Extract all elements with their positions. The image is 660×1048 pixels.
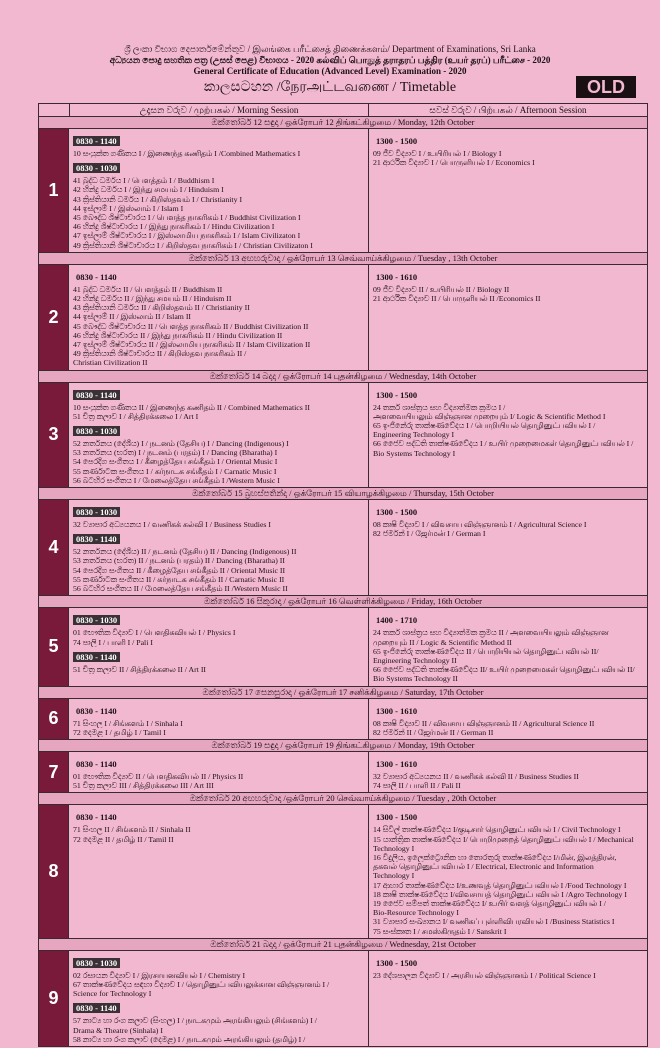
subject-line: 53 නර්තනය (භරත) I / நடனம் (பரதம்) I / Dancing (Bharatha) I bbox=[73, 448, 278, 458]
time-slot: 1300 - 1610 bbox=[376, 271, 418, 282]
day-date-bar: ඔක්තෝබර් 20 අඟහරුවාදා /ஒக்ரோபர் 20 செவ்வாய்க்கிழமை / Tuesday , 20th October bbox=[39, 793, 647, 805]
time-slot: 0830 - 1140 bbox=[73, 534, 120, 544]
day-number: 2 bbox=[39, 265, 69, 370]
subject-line: Technology I bbox=[373, 871, 415, 881]
day-number: 1 bbox=[39, 129, 69, 252]
day-date-bar: ඔක්තෝබර් 13 අඟහරුවාදා / ஒக்ரோபர் 13 செவ்வாய்க்கிழமை / Tuesday , 13th October bbox=[39, 253, 647, 265]
day-number: 7 bbox=[39, 752, 69, 792]
morning-cell bbox=[69, 265, 369, 370]
day-number: 6 bbox=[39, 699, 69, 739]
day-block bbox=[38, 253, 648, 371]
time-slot: 0830 - 1030 bbox=[73, 958, 120, 968]
day-block bbox=[38, 939, 648, 1047]
afternoon-session-label: සවස් වරුව / பிற்பகல் / Afternoon Session bbox=[429, 105, 587, 115]
subject-line: 74 පාලි II / பாளி II / Pali II bbox=[373, 781, 461, 791]
subject-line: Technology I bbox=[373, 843, 415, 853]
day-number: 3 bbox=[39, 383, 69, 487]
subject-line: 49 ක්‍රිස්තියානි ශිෂ්ටාචාරය II / கிறிஸ்தவ நாகரிகம் II / bbox=[73, 349, 247, 359]
subject-line: 71 සිංහල I / சிங்களம் I / Sinhala I bbox=[73, 718, 183, 728]
subject-line: 32 ව්‍යාපාර අධ්‍යයනය I / வணிகக் கல்வி I / Business Studies I bbox=[73, 520, 272, 530]
subject-line: 65 ඉංජිනේරු තාක්ෂණවේදය I / பொறியியல் தொழினுட்பவியல் I / bbox=[373, 421, 596, 431]
day-date-bar: ඔක්තෝබර් 19 සඳුදා / ஒக்ரோபர் 19 திங்கட்கிழமை / Monday, 19th October bbox=[39, 740, 647, 752]
old-badge: OLD bbox=[576, 76, 636, 98]
subject-line: 43 ක්‍රිස්තියානි ධර්මය I / கிறிஸ்தவம் I / Christianity I bbox=[73, 194, 243, 204]
subject-line: 67 තාක්ෂණවේදය සඳහා විද්‍යාව I / தொழினுட்பவியலுக்கான விஞ்ஞானம் I / bbox=[73, 979, 330, 989]
subject-line: 16 විදුලිය, ඉලෙක්ට්‍රොනික හා තොරතුරු තාක්ෂණවේදය I/மின், இலத்திரன், bbox=[373, 852, 617, 862]
time-slot: 0830 - 1140 bbox=[73, 136, 120, 146]
day-number: 8 bbox=[39, 805, 69, 937]
time-slot: 0830 - 1140 bbox=[73, 652, 120, 662]
morning-session-label: උදෑසන වරුව / முற்பகல் / Morning Session bbox=[69, 104, 369, 116]
subject-line: 14 සිවිල් තාක්ෂණවේදය I/குடிசார் தொழினுட்பவியல் I / Civil Technology I bbox=[373, 825, 621, 835]
time-slot: 1300 - 1500 bbox=[376, 957, 418, 968]
day-row bbox=[39, 383, 647, 487]
subject-line: 49 ක්‍රිස්තියානි ශිෂ්ටාචාරය I / கிறிஸ்தவ நாகரிகம் I / Christian Civilizaton I bbox=[73, 240, 313, 250]
day-block bbox=[38, 117, 648, 253]
time-slot: 1300 - 1500 bbox=[376, 136, 418, 146]
time-slot: 0830 - 1030 bbox=[73, 615, 120, 625]
subject-line: Bio Systems Technology I bbox=[373, 448, 456, 458]
header bbox=[90, 44, 570, 97]
subject-line: 72 දෙමළ I / தமிழ் I / Tamil I bbox=[73, 727, 166, 737]
subject-line: 46 හින්දු ශිෂ්ටාචාරය II / இந்து நாகரிகம் II / Hindu Civilization II bbox=[73, 330, 283, 340]
subject-line: 09 ජීව විද්‍යාව II / உயிரியல் II / Biology II bbox=[373, 284, 510, 294]
exam-title-local: අධ්‍යයන පොදු සහතික පත්‍ර (උසස් පෙළ) විභාගය - 2020 கல்விப் பொதுத் தராதரப் பத்திர (உயர் தரப்) பரீட்சை - 2020 bbox=[109, 55, 551, 65]
subject-line: 18 කෘෂි තාක්ෂණවේදය I/விவசாயத் தொழினுட்பவியல் I /Agro Technology I bbox=[373, 889, 627, 899]
day-row bbox=[39, 699, 647, 739]
subject-line: 45 බෞද්ධ ශිෂ්ටාචාරය I / பௌத்த நாகரிகம் I / Buddhist Civilization I bbox=[73, 213, 301, 223]
time-slot: 0830 - 1030 bbox=[73, 163, 120, 173]
day-list bbox=[38, 117, 648, 1047]
subject-line: 42 හින්දු ධර්මය II / இந்து சமயம் II / Hinduism II bbox=[73, 294, 232, 304]
subject-line: 10 සංයුක්ත ගණිතය II / இணைந்த கணிதம் II / Combined Mathematics II bbox=[73, 402, 310, 412]
day-row bbox=[39, 129, 647, 252]
subject-line: 01 භෞතික විද්‍යාව I / பௌதிகவியல் I / Physics I bbox=[73, 628, 236, 638]
exam-title-english: General Certificate of Education (Advanced Level) Examination - 2020 bbox=[193, 66, 467, 76]
subject-line: முறையும் II / Logic & Scientific Method II bbox=[373, 637, 512, 647]
subject-line: 55 කර්ණාටක සංගීතය II / கர்நாடக சங்கீதம் II / Carnatic Music II bbox=[73, 574, 285, 584]
timetable-grid bbox=[38, 103, 648, 1047]
subject-line: 71 සිංහල II / சிங்களம் II / Sinhala II bbox=[73, 825, 191, 835]
morning-cell bbox=[69, 608, 369, 685]
subject-line: 08 කෘෂි විද්‍යාව I / விவசாய விஞ்ஞானம் I / Agricultural Science I bbox=[373, 520, 587, 530]
subject-line: Engineering Technology II bbox=[373, 655, 457, 665]
morning-cell bbox=[69, 805, 369, 937]
subject-line: 82 ජර්මන් II / ஜேர்மன் II / German II bbox=[373, 727, 494, 737]
department-line: ශ්‍රී ලංකා විභාග දෙපාර්තමේන්තුව / இலங்கை பரீட்சைத் திணைக்களம்/ Department of Examinations, Sri Lanka bbox=[124, 44, 536, 54]
day-number: 5 bbox=[39, 608, 69, 685]
subject-line: 21 ආර්ථික විද්‍යාව II / பொருளியல் II /Economics II bbox=[373, 294, 541, 304]
time-slot: 0830 - 1140 bbox=[76, 271, 117, 282]
subject-line: 10 සංයුක්ත ගණිතය I / இணைந்த கணிதம் I /Combined Mathematics I bbox=[73, 149, 301, 158]
day-block bbox=[38, 740, 648, 793]
subject-line: 42 හින්දු ධර්මය I / இந்து சமயம் I / Hinduism I bbox=[73, 185, 224, 195]
time-slot: 0830 - 1030 bbox=[73, 426, 120, 436]
subject-line: 54 පෙරදිග සංගීතය II / கீழைத்தேய சங்கீதம் II / Oriental Music II bbox=[73, 565, 286, 575]
subject-line: 43 ක්‍රිස්තියානි ධර්මය II / கிறிஸ்தவம் II / Christianity II bbox=[73, 303, 250, 313]
subject-line: 66 ජෛව පද්ධති තාක්ෂණවේදය I / உயிர் முறைமைகள் தொழினுட்பவியல் I / bbox=[373, 439, 634, 449]
subject-line: 57 නාට්‍ය හා රංග කලාව (සිංහල) I / நாடகமும் அரங்கியலும் (சிங்களம்) I / bbox=[73, 1016, 317, 1026]
afternoon-cell bbox=[369, 500, 647, 595]
subject-line: 52 නර්තනය (දේශීය) II / நடனம் (தேசிய) II / Dancing (Indigenous) II bbox=[73, 547, 297, 557]
afternoon-cell bbox=[369, 608, 647, 685]
subject-line: 58 නාට්‍ය හා රංග කලාව (දෙමළ) I / நாடகமும் அரங்கியலும் (தமிழ்) I / bbox=[73, 1034, 306, 1044]
subject-line: 08 කෘෂි විද්‍යාව II / விவசாய விஞ்ஞானம் II / Agricultural Science II bbox=[373, 718, 595, 728]
subject-line: 02 රසායන විද්‍යාව I / இரசாயனவியல் I / Chemistry I bbox=[73, 970, 246, 980]
day-row bbox=[39, 500, 647, 595]
day-date-bar: ඔක්තෝබර් 14 බදාදා / ஒக்ரோபர் 14 புதன்கிழமை / Wednesday, 14th October bbox=[39, 371, 647, 383]
subject-line: Science for Technology I bbox=[73, 989, 152, 999]
day-block bbox=[38, 793, 648, 938]
subject-line: 56 බටහිර සංගීතය II / மேலைத்தேய சங்கீதம் II /Western Music II bbox=[73, 584, 288, 594]
subject-line: 72 දෙමළ II / தமிழ் II / Tamil II bbox=[73, 834, 174, 844]
day-date-bar: ඔක්තෝබර් 12 සඳුදා / ஒக்ரோபர் 12 திங்கட்கிழமை / Monday, 12th October bbox=[39, 117, 647, 129]
subject-line: 44 ඉස්ලාම් I / இஸ்லாம் I / Islam I bbox=[73, 203, 184, 213]
subject-line: 23 දේශපාලන විද්‍යාව I / அரசியல் விஞ்ஞானம் I / Political Science I bbox=[373, 970, 596, 980]
subject-line: Engineering Technology I bbox=[373, 430, 455, 440]
timetable-title: කාලසටහන /நேரஅட்டவணை / Timetable bbox=[203, 80, 457, 95]
subject-line: 31 ව්‍යාපාර සංඛ්‍යානය I/ வணிகப் புள்ளிவிபரவியல் I /Business Statistics I bbox=[373, 917, 615, 927]
subject-line: 74 පාලි I / பாளி I / Pali I bbox=[73, 637, 153, 647]
morning-cell bbox=[69, 699, 369, 739]
afternoon-cell bbox=[369, 752, 647, 792]
time-slot: 0830 - 1140 bbox=[76, 758, 117, 769]
morning-cell bbox=[69, 129, 369, 252]
time-slot: 1300 - 1500 bbox=[376, 812, 418, 823]
time-slot: 1300 - 1500 bbox=[376, 389, 418, 400]
subject-line: 55 කර්ණාටක සංගීතය I / கர்நாடக சங்கீதம் I / Carnatic Music I bbox=[73, 466, 277, 476]
subject-line: 41 බුද්ධ ධර්මය II / பௌத்தம் II / Buddhism II bbox=[73, 284, 223, 294]
subject-line: 44 ඉස්ලාම් II / இஸ்லாம் II / Islam II bbox=[73, 312, 192, 322]
subject-line: 19 ජෛව සම්පත් තාක්ෂණවේදය I/ உயிர் வளத் தொழினுட்பவியல் I / bbox=[373, 898, 606, 908]
subject-line: அளவையியலும் விஞ்ஞான முறையும் I/ Logic & Scientific Method I bbox=[373, 411, 606, 421]
time-slot: 1300 - 1610 bbox=[376, 705, 418, 716]
afternoon-cell bbox=[369, 951, 647, 1046]
subject-line: 47 ඉස්ලාම් ශිෂ්ටාචාරය I / இஸ்லாமிய நாகரிகம் I / Islam Civilizaton I bbox=[73, 231, 301, 241]
subject-line: Bio Systems Technology II bbox=[373, 674, 458, 684]
subject-line: Christian Civilization II bbox=[73, 358, 148, 368]
day-block bbox=[38, 687, 648, 740]
subject-line: Bio-Resource Technology I bbox=[373, 908, 459, 918]
day-row bbox=[39, 951, 647, 1046]
subject-line: 82 ජර්මන් I / ஜேர்மன் I / German I bbox=[373, 529, 486, 539]
session-header bbox=[38, 103, 648, 117]
morning-cell bbox=[69, 951, 369, 1046]
subject-line: 21 ආර්ථික විද්‍යාව I / பொருளியல் I / Economics I bbox=[373, 158, 535, 168]
subject-line: 65 ඉංජිනේරු තාක්ෂණවේදය II / பொறியியல் தொழினுட்பவியல் II/ bbox=[373, 646, 599, 656]
subject-line: 52 නර්තනය (දේශීය) I / நடனம் (தேசிய) I / Dancing (Indigenous) I bbox=[73, 439, 289, 449]
subject-line: 66 ජෛව පද්ධති තාක්ෂණවේදය II/ உயிர் முறைமைகள் தொழினுட்பவியல் II/ bbox=[373, 665, 635, 675]
subject-line: 32 ව්‍යාපාර අධ්‍යයනය II / வணிகக் கல்வி II / Business Studies II bbox=[373, 771, 579, 781]
subject-line: 47 ඉස්ලාම් ශිෂ්ටාචාරය II / இஸ்லாமிய நாகரிகம் II / Islam Civilization II bbox=[73, 340, 311, 350]
day-date-bar: ඔක්තෝබර් 16 සිකුරාදා / ஒக்ரோபர் 16 வெள்ளிக்கிழமை / Friday, 16th October bbox=[39, 596, 647, 608]
subject-line: 51 චිත්‍ර කලාව II / சித்திரக்கலை II / Art II bbox=[73, 664, 207, 674]
afternoon-cell bbox=[369, 805, 647, 937]
subject-line: 41 බුද්ධ ධර්මය I / பௌத்தம் I / Buddhism I bbox=[73, 176, 215, 186]
subject-line: 46 හින්දු ශිෂ්ටාචාරය I / இந்து நாகரிகம் I / Hindu Civilization I bbox=[73, 222, 275, 232]
day-block bbox=[38, 596, 648, 686]
day-number: 4 bbox=[39, 500, 69, 595]
subject-line: 01 භෞතික විද්‍යාව II / பௌதிகவியல் II / Physics II bbox=[73, 771, 244, 781]
day-row bbox=[39, 752, 647, 792]
subject-line: 75 සංස්කෘත I / சமஸ்கிருதம் I / Sanskrit I bbox=[373, 926, 507, 936]
subject-line: 51 චිත්‍ර කලාව I / சித்திரக்கலை I / Art I bbox=[73, 411, 199, 421]
day-row bbox=[39, 608, 647, 685]
time-slot: 1300 - 1610 bbox=[376, 758, 418, 769]
subject-line: தகவல் தொழினுட்பவியல் I / Electrical, Electronic and Information bbox=[373, 862, 594, 872]
time-slot: 0830 - 1140 bbox=[73, 1003, 120, 1013]
day-block bbox=[38, 488, 648, 596]
subject-line: 54 පෙරදිග සංගීතය I / கீழைத்தேய சங்கீதம் I / Oriental Music I bbox=[73, 457, 278, 467]
subject-line: 24 තර්ක ශාස්ත්‍රය සහ විද්‍යාත්මක ක්‍රමය II / அளவையியலும் விஞ்ஞான bbox=[373, 628, 609, 638]
subject-line: 45 බෞද්ධ ශිෂ්ටාචාරය II / பௌத்த நாகரிகம் II / Buddhist Civilization II bbox=[73, 321, 309, 331]
morning-cell bbox=[69, 383, 369, 487]
day-block bbox=[38, 371, 648, 488]
subject-line: 09 ජීව විද්‍යාව I / உயிரியல் I / Biology I bbox=[373, 149, 502, 158]
time-slot: 1300 - 1500 bbox=[376, 507, 418, 518]
day-date-bar: ඔක්තෝබර් 21 බදාදා / ஒக்ரோபர் 21 புதன்கிழமை / Wednesday, 21st October bbox=[39, 939, 647, 951]
morning-cell bbox=[69, 500, 369, 595]
day-row bbox=[39, 265, 647, 370]
time-slot: 0830 - 1140 bbox=[76, 705, 117, 716]
subject-line: 51 චිත්‍ර කලාව III / சித்திரக்கலை III / Art III bbox=[73, 781, 214, 791]
afternoon-cell bbox=[369, 129, 647, 252]
time-slot: 0830 - 1140 bbox=[76, 812, 117, 823]
subject-line: 24 තර්ක ශාස්ත්‍රය සහ විද්‍යාත්මක ක්‍රමය I / bbox=[373, 402, 506, 412]
time-slot: 1400 - 1710 bbox=[376, 615, 418, 626]
afternoon-cell bbox=[369, 383, 647, 487]
afternoon-cell bbox=[369, 265, 647, 370]
subject-line: Drama & Theatre (Sinhala) I bbox=[73, 1025, 163, 1035]
morning-cell bbox=[69, 752, 369, 792]
time-slot: 0830 - 1030 bbox=[73, 507, 120, 517]
day-date-bar: ඔක්තෝබර් 15 බ්‍රහස්පතින්දා / ஒக்ரோபர் 15 வியாழக்கிழமை / Thursday, 15th October bbox=[39, 488, 647, 500]
day-number: 9 bbox=[39, 951, 69, 1046]
day-row bbox=[39, 805, 647, 937]
subject-line: 15 යාන්ත්‍රික තාක්ෂණවේදය I/ பொறிமுறைத் தொழினுட்பவியல் I / Mechanical bbox=[373, 834, 634, 844]
time-slot: 0830 - 1140 bbox=[73, 390, 120, 400]
subject-line: 56 බටහිර සංගීතය I / மேலைத்தேய சங்கீதம் I /Western Music I bbox=[73, 475, 280, 485]
subject-line: 53 නර්තනය (භරත) II / நடனம் (பரதம்) II / Dancing (Bharatha) II bbox=[73, 556, 285, 566]
subject-line: 17 ආහාර තාක්ෂණවේදය I/உணவுத் தொழினுட்பவியல் I /Food Technology I bbox=[373, 880, 627, 890]
day-date-bar: ඔක්තෝබර් 17 සෙනසුරාදා / ஒக்ரோபர் 17 சனிக்கிழமை / Saturday, 17th October bbox=[39, 687, 647, 699]
afternoon-cell bbox=[369, 699, 647, 739]
